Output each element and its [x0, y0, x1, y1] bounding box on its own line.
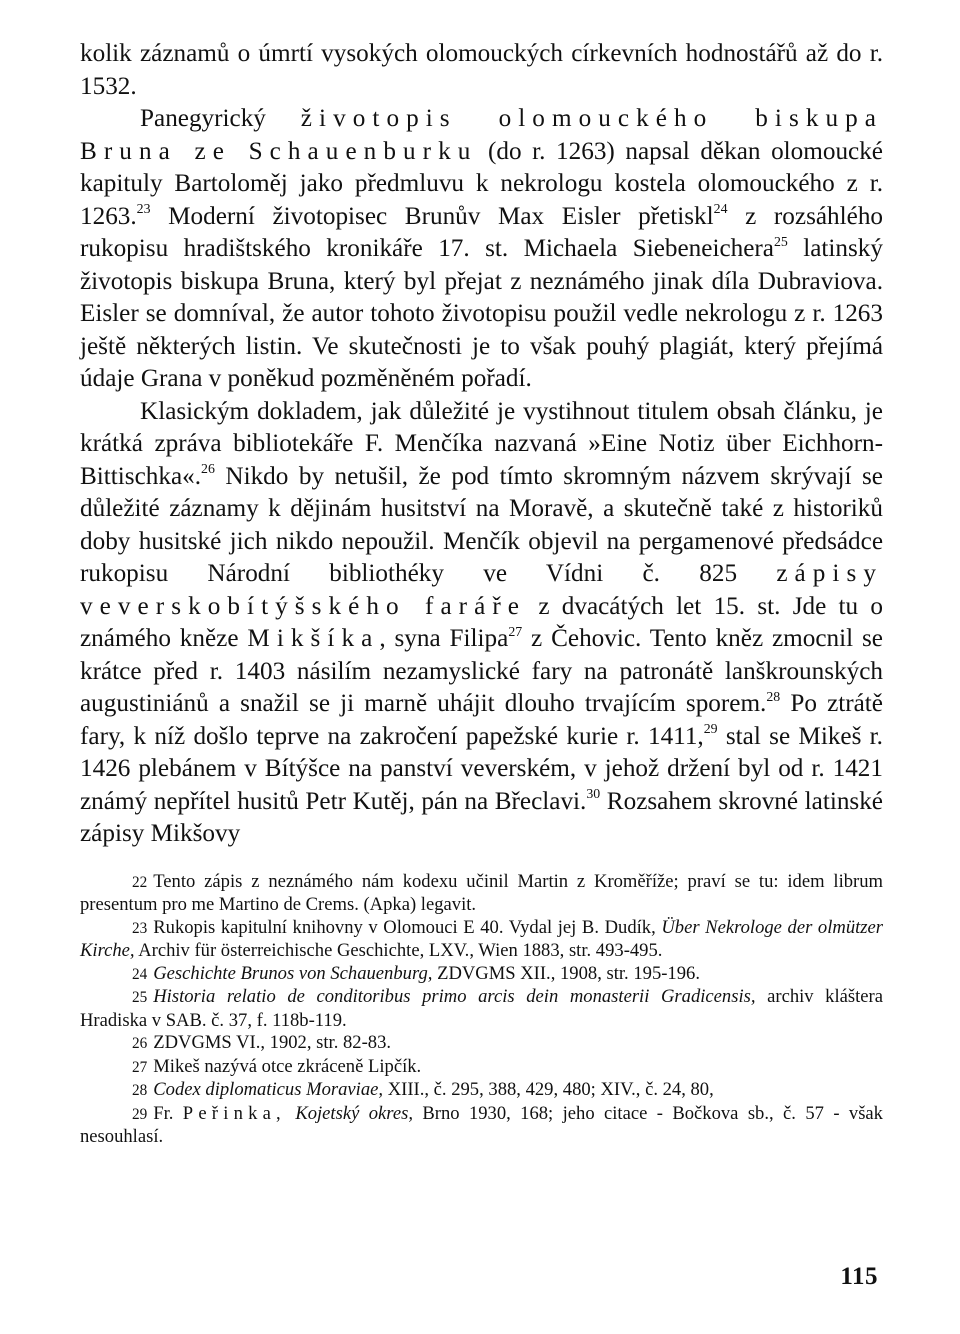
footnote-number: 29 — [132, 1105, 148, 1123]
footnote-27 — [80, 1056, 883, 1080]
text: , syna Filipa — [379, 625, 509, 652]
footnotes — [80, 871, 883, 1149]
footnote-29 — [80, 1103, 883, 1149]
footnote-ref: 27 — [508, 623, 523, 639]
text: z rozsáhlého rukopisu hradištského kronikáře 17. st. Michaela Siebeneichera — [80, 202, 884, 262]
footnote-number: 26 — [132, 1035, 148, 1052]
footnote-ref: 29 — [703, 721, 718, 737]
footnote-ref: 23 — [136, 201, 151, 217]
footnote-ref: 30 — [586, 786, 601, 802]
text: (do r. 1263) napsal děkan olomoucké kapituly Bartoloměj jako předmluvu k nekrologu kostela olomouckého z r. 1263. — [80, 137, 883, 230]
footnote-number: 23 — [132, 919, 148, 937]
footnote-26 — [80, 1032, 883, 1056]
footnote-28 — [80, 1079, 883, 1103]
text: z dvacátých let 15. st. Jde tu o známého kněze — [80, 592, 883, 652]
italic-title: Codex diplomaticus Moraviae, — [153, 1079, 384, 1100]
footnote-number: 24 — [132, 965, 148, 983]
text: stal se Mikeš r. 1426 plebánem v Bítýšce na panství veverském, v jehož držení byl od r. 1421 známý nepřítel husitů Petr Kutěj, pán na Břeclavi. — [80, 722, 883, 815]
text: Panegyrický — [140, 105, 301, 132]
page — [80, 38, 883, 1149]
text: Fr. — [153, 1102, 183, 1124]
text: kolik záznamů o úmrtí vysokých olomouckých církevních hodnostářů až do r. 1532. — [80, 40, 883, 100]
text: Po ztrátě fary, k níž došlo teprve na zakročení papežské kurie r. 1411, — [80, 690, 883, 750]
footnote-24 — [80, 963, 883, 987]
italic-title: Historia relatio de conditoribus primo arcis dein monasterii Gradicensis, — [153, 986, 756, 1007]
text: Mikeš nazývá otce zkráceně Lipčík. — [153, 1055, 422, 1077]
spaced-text: Mikšíka — [247, 625, 380, 652]
text: XIII., č. 295, 388, 429, 480; XIV., č. 24, 80, — [383, 1079, 714, 1100]
italic-title: Geschichte Brunos von Schauenburg, — [153, 962, 433, 984]
footnote-22 — [80, 871, 883, 917]
footnote-number: 25 — [132, 989, 148, 1006]
footnote-23 — [80, 917, 883, 963]
text: Brno 1930, 168; jeho citace - Bočkova sb., č. 57 - však nesouhlasí. — [80, 1102, 883, 1147]
text: Klasickým dokladem, jak důležité je vystihnout titulem obsah článku, je krátká zpráva bibliotekáře F. Menčíka nazvaná »Eine Notiz über Eichhorn-Bittischka«. — [80, 397, 883, 490]
paragraph-3 — [80, 396, 883, 851]
page-number: 115 — [840, 1263, 878, 1290]
italic-title: Kojetský okres, — [285, 1102, 413, 1124]
footnote-number: 28 — [132, 1082, 148, 1099]
footnote-number: 27 — [132, 1058, 148, 1076]
text: Rukopis kapitulní knihovny v Olomouci E 40. Vydal jej B. Dudík, — [153, 916, 662, 938]
footnote-ref: 25 — [773, 233, 788, 249]
italic-title: Über Nekrologe der olmützer Kirche, — [80, 916, 884, 961]
footnote-ref: 26 — [201, 461, 215, 477]
footnote-ref: 24 — [713, 201, 728, 217]
text: Moderní životopisec Brunův Max Eisler přetiskl — [150, 202, 714, 230]
text: latinský životopis biskupa Bruna, který byl přejat z neznámého jinak díla Dubraviova. Eisler se domníval, že autor tohoto životopisu použil vedle nekrologu z r. 1263 ještě některých listin. Ve skutečnosti je to však pouhý plagiát, který přejímá údaje Grana v poněkud pozměněném pořadí. — [80, 235, 883, 392]
text: archiv kláštera Hradiska v SAB. č. 37, f. 118b-119. — [80, 986, 883, 1031]
spaced-text: životopis olomouckého biskupa Bruna ze Schauenburku — [80, 105, 884, 165]
spaced-text: zápisy veverskobítýšského faráře — [80, 560, 883, 620]
text: Archiv für österreichische Geschichte, LXV., Wien 1883, str. 493-495. — [134, 940, 663, 961]
body-text — [80, 38, 883, 851]
text: ZDVGMS XII., 1908, str. 195-196. — [432, 962, 700, 984]
text: Nikdo by netušil, že pod tímto skromným názvem skrývají se důležité záznamy k dějinám husitství na Moravě, a skutečně také z historiků doby husitské jich nikdo nepoužil. Menčík objevil na pergamenové předsádce rukopisu Národní bibliothéky ve Vídni č. 825 — [80, 462, 883, 587]
footnote-25 — [80, 986, 883, 1032]
footnote-number: 22 — [132, 873, 148, 891]
text: ZDVGMS VI., 1902, str. 82-83. — [153, 1032, 392, 1053]
spaced-text: Peřinka, — [182, 1102, 286, 1124]
footnote-ref: 28 — [766, 688, 781, 704]
text: Tento zápis z neznámého nám kodexu učinil Martin z Kroměříže; praví se tu: idem librum presentum pro me Martino de Crems. (Apka) legavit. — [80, 870, 883, 915]
paragraph-2 — [80, 103, 883, 396]
text: Rozsahem skrovné latinské zápisy Mikšovy — [80, 787, 883, 847]
paragraph-1 — [80, 38, 883, 103]
text: z Čehovic. Tento kněz zmocnil se krátce před r. 1403 násilím nezamyslické fary na patronátě lanškrounských augustiniánů a snažil se ji marně uhájit dlouho trvajícím sporem. — [80, 625, 883, 717]
